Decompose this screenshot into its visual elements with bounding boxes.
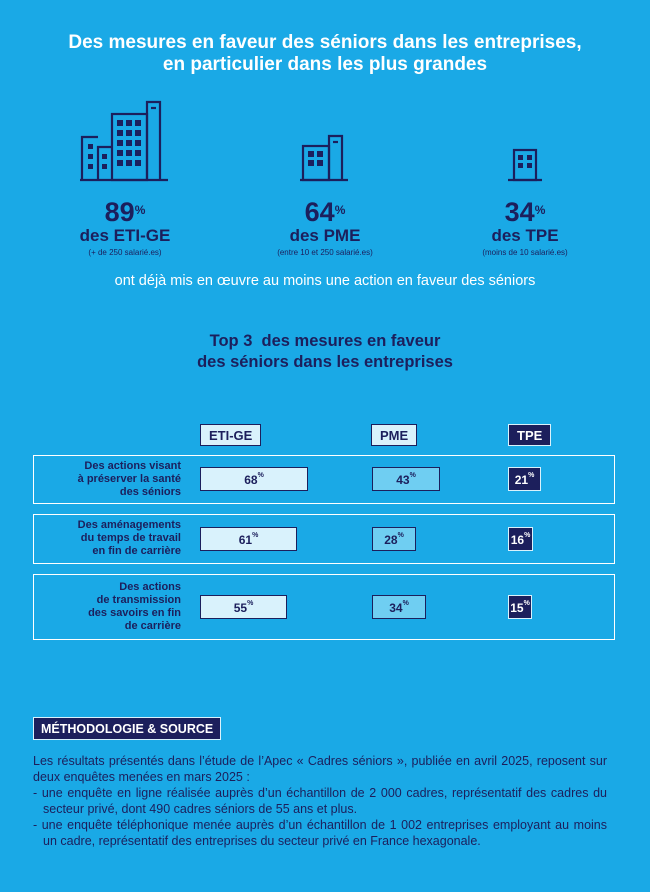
bar-r3-tpe: 15% (508, 595, 532, 619)
stat-tpe-sub: (moins de 10 salarié.es) (482, 248, 568, 257)
top3-line-2: des séniors dans les entreprises (197, 353, 453, 371)
stat-tpe-label: des TPE (491, 226, 559, 245)
methodology-bullet: - une enquête téléphonique menée auprès d’un échantillon de 1 002 entreprises employant au moins un cadre, représentatif des entreprises du secteur privé en France hexagonale. (33, 817, 607, 849)
title-line-1: Des mesures en faveur des séniors dans les entreprises, (68, 32, 582, 53)
stat-eti-ge-value: 89 (104, 197, 135, 227)
statement: ont déjà mis en œuvre au moins une action en faveur des séniors (114, 273, 536, 289)
bar-r2-pme: 28% (372, 527, 416, 551)
bar-r1-tpe: 21% (508, 467, 541, 491)
stat-eti-ge-sub: (+ de 250 salarié.es) (88, 248, 162, 257)
stat-pme: 64% des PME (entre 10 et 250 salarié.es) (225, 198, 425, 259)
stat-eti-ge: 89% des ETI-GE (+ de 250 salarié.es) (25, 198, 225, 259)
top3-heading (0, 331, 650, 373)
methodology-list (33, 785, 607, 849)
bar-r2-eti-ge: 61% (200, 527, 297, 551)
stat-pme-label: des PME (289, 226, 361, 245)
row-label-3: Des actions de transmission des savoirs en fin de carrière (88, 581, 181, 632)
stat-tpe-value: 34 (504, 197, 535, 227)
methodology-tag: MÉTHODOLOGIE & SOURCE (33, 717, 221, 740)
stat-pme-sub: (entre 10 et 250 salarié.es) (277, 248, 373, 257)
column-header-eti-ge: ETI-GE (200, 424, 261, 446)
bar-r1-eti-ge: 68% (200, 467, 308, 491)
title-line-2: en particulier dans les plus grandes (162, 54, 488, 75)
top3-line-1: Top 3 des mesures en faveur (209, 332, 441, 350)
row-label-1: Des actions visant à préserver la santé des séniors (77, 460, 181, 498)
methodology-bullet: - une enquête en ligne réalisée auprès d’un échantillon de 2 000 cadres, représentatif des cadres du secteur privé, dont 490 cadres séniors de 55 ans et plus. (33, 785, 607, 817)
methodology-text (33, 753, 607, 849)
bar-r3-pme: 34% (372, 595, 426, 619)
column-header-pme: PME (371, 424, 417, 446)
medium-building-icon (300, 134, 350, 182)
column-header-tpe: TPE (508, 424, 551, 446)
row-label-2: Des aménagements du temps de travail en fin de carrière (77, 519, 181, 557)
stat-eti-ge-label: des ETI-GE (79, 226, 171, 245)
bar-r2-tpe: 16% (508, 527, 533, 551)
bar-r1-pme: 43% (372, 467, 440, 491)
large-buildings-icon (80, 100, 170, 182)
bar-r3-eti-ge: 55% (200, 595, 287, 619)
page-title (0, 32, 650, 76)
small-building-icon (508, 146, 542, 182)
stat-tpe: 34% des TPE (moins de 10 salarié.es) (425, 198, 625, 259)
methodology-intro: Les résultats présentés dans l’étude de l’Apec « Cadres séniors », publiée en avril 2025, reposent sur deux enquêtes menées en mars 2025 : (33, 754, 607, 784)
stat-pme-value: 64 (304, 197, 335, 227)
